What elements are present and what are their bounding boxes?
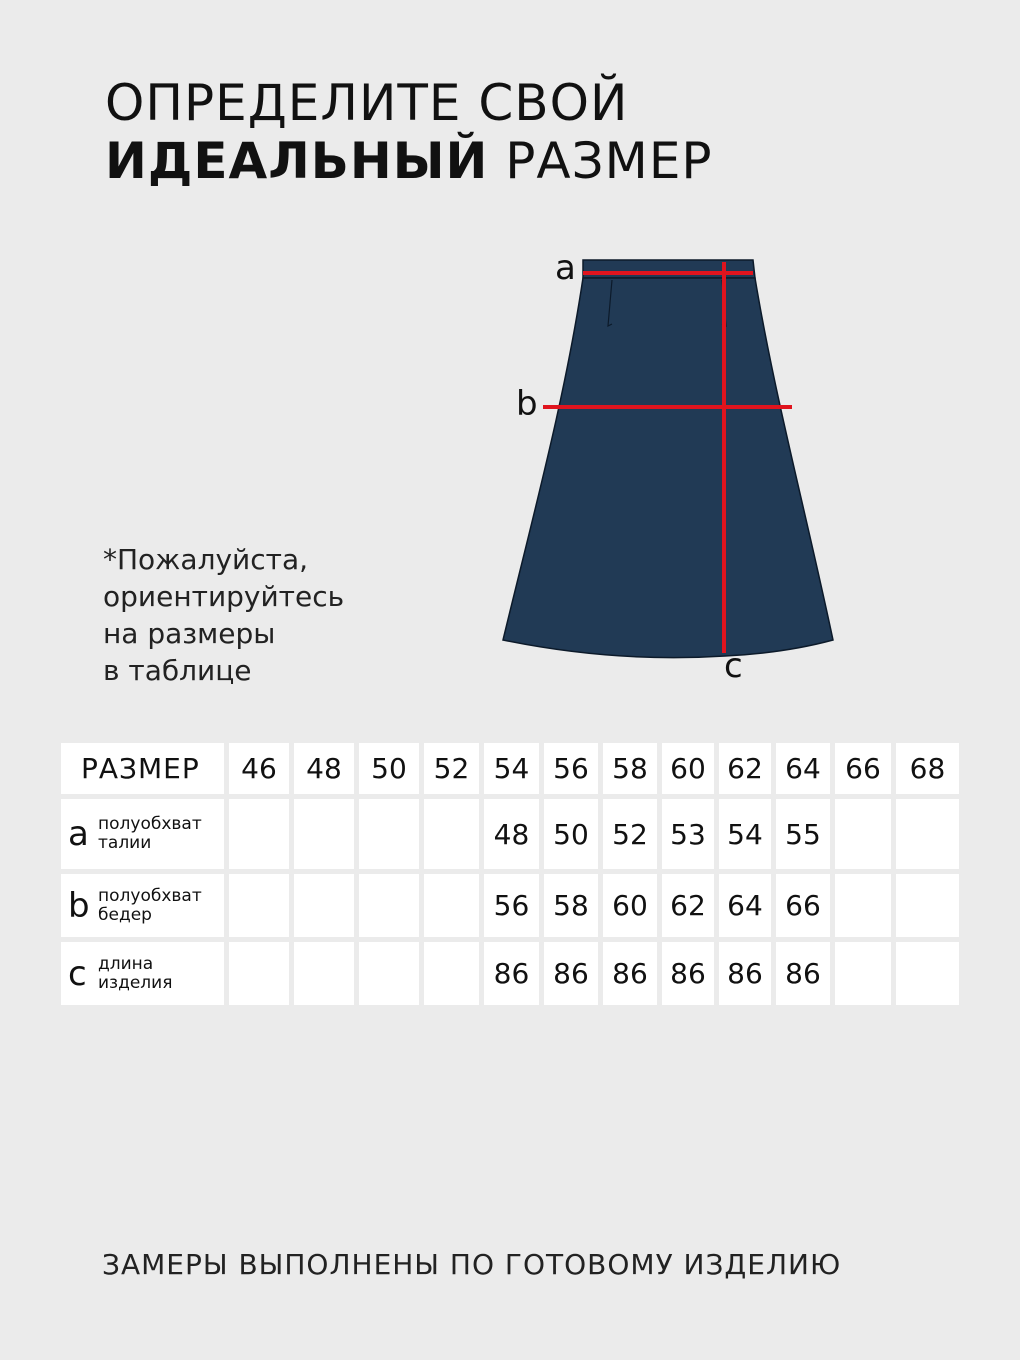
size-note xyxy=(103,541,344,689)
value-cell xyxy=(359,874,419,937)
value-cell: 86 xyxy=(662,942,714,1005)
size-table xyxy=(56,738,964,1010)
value-cell: 58 xyxy=(544,874,598,937)
value-cell: 52 xyxy=(603,799,657,869)
row-letter: c xyxy=(68,953,87,994)
row-description: длина изделия xyxy=(98,953,173,993)
size-cell: 60 xyxy=(662,743,714,794)
note-line: в таблице xyxy=(103,654,252,687)
value-cell: 55 xyxy=(776,799,830,869)
value-cell: 56 xyxy=(484,874,539,937)
title-line-2 xyxy=(105,132,713,190)
size-cell: 46 xyxy=(229,743,289,794)
row-description: полуобхват талии xyxy=(98,814,202,853)
table-row xyxy=(61,942,959,1005)
value-cell: 48 xyxy=(484,799,539,869)
title-bold-word: ИДЕАЛЬНЫЙ xyxy=(105,132,489,190)
row-label-cell xyxy=(61,874,224,937)
size-header-label: РАЗМЕР xyxy=(81,752,200,785)
value-cell: 54 xyxy=(719,799,771,869)
size-cell: 66 xyxy=(835,743,891,794)
value-cell xyxy=(896,942,959,1005)
value-cell xyxy=(835,799,891,869)
size-cell: 58 xyxy=(603,743,657,794)
value-cell xyxy=(424,799,479,869)
note-line: *Пожалуйста, xyxy=(103,543,308,576)
size-cell: 64 xyxy=(776,743,830,794)
row-letter: a xyxy=(68,814,89,854)
title-line-1: ОПРЕДЕЛИТЕ СВОЙ xyxy=(105,74,629,132)
value-cell: 64 xyxy=(719,874,771,937)
value-cell xyxy=(294,942,354,1005)
value-cell: 86 xyxy=(719,942,771,1005)
label-a: a xyxy=(555,248,576,288)
row-label-cell xyxy=(61,799,224,869)
value-cell: 86 xyxy=(544,942,598,1005)
value-cell: 86 xyxy=(776,942,830,1005)
value-cell xyxy=(294,874,354,937)
note-line: ориентируйтесь xyxy=(103,580,345,613)
value-cell xyxy=(229,874,289,937)
page-title xyxy=(105,74,713,190)
value-cell xyxy=(835,942,891,1005)
value-cell xyxy=(359,799,419,869)
size-cell: 52 xyxy=(424,743,479,794)
skirt-body xyxy=(503,278,833,658)
value-cell xyxy=(835,874,891,937)
value-cell xyxy=(896,874,959,937)
label-b: b xyxy=(516,384,538,424)
footer-note: ЗАМЕРЫ ВЫПОЛНЕНЫ ПО ГОТОВОМУ ИЗДЕЛИЮ xyxy=(102,1248,842,1281)
value-cell: 86 xyxy=(484,942,539,1005)
note-line: на размеры xyxy=(103,617,276,650)
label-c: c xyxy=(724,646,743,686)
value-cell xyxy=(424,942,479,1005)
size-cell: 54 xyxy=(484,743,539,794)
value-cell xyxy=(896,799,959,869)
size-cell: 68 xyxy=(896,743,959,794)
row-description: полуобхват бедер xyxy=(98,885,202,925)
value-cell: 60 xyxy=(603,874,657,937)
table-row xyxy=(61,799,959,869)
size-cell: 56 xyxy=(544,743,598,794)
table-row xyxy=(61,874,959,937)
value-cell xyxy=(229,799,289,869)
table-header-row xyxy=(61,743,959,794)
size-cell: 62 xyxy=(719,743,771,794)
value-cell: 50 xyxy=(544,799,598,869)
value-cell: 86 xyxy=(603,942,657,1005)
row-label-cell xyxy=(61,942,224,1005)
value-cell xyxy=(229,942,289,1005)
skirt-diagram xyxy=(495,248,845,688)
table-header-cell xyxy=(61,743,224,794)
value-cell: 66 xyxy=(776,874,830,937)
row-letter: b xyxy=(68,885,90,926)
value-cell xyxy=(424,874,479,937)
size-cell: 48 xyxy=(294,743,354,794)
title-rest: РАЗМЕР xyxy=(488,132,713,190)
value-cell xyxy=(359,942,419,1005)
value-cell: 53 xyxy=(662,799,714,869)
value-cell xyxy=(294,799,354,869)
skirt-waistband xyxy=(583,260,755,278)
value-cell: 62 xyxy=(662,874,714,937)
size-cell: 50 xyxy=(359,743,419,794)
